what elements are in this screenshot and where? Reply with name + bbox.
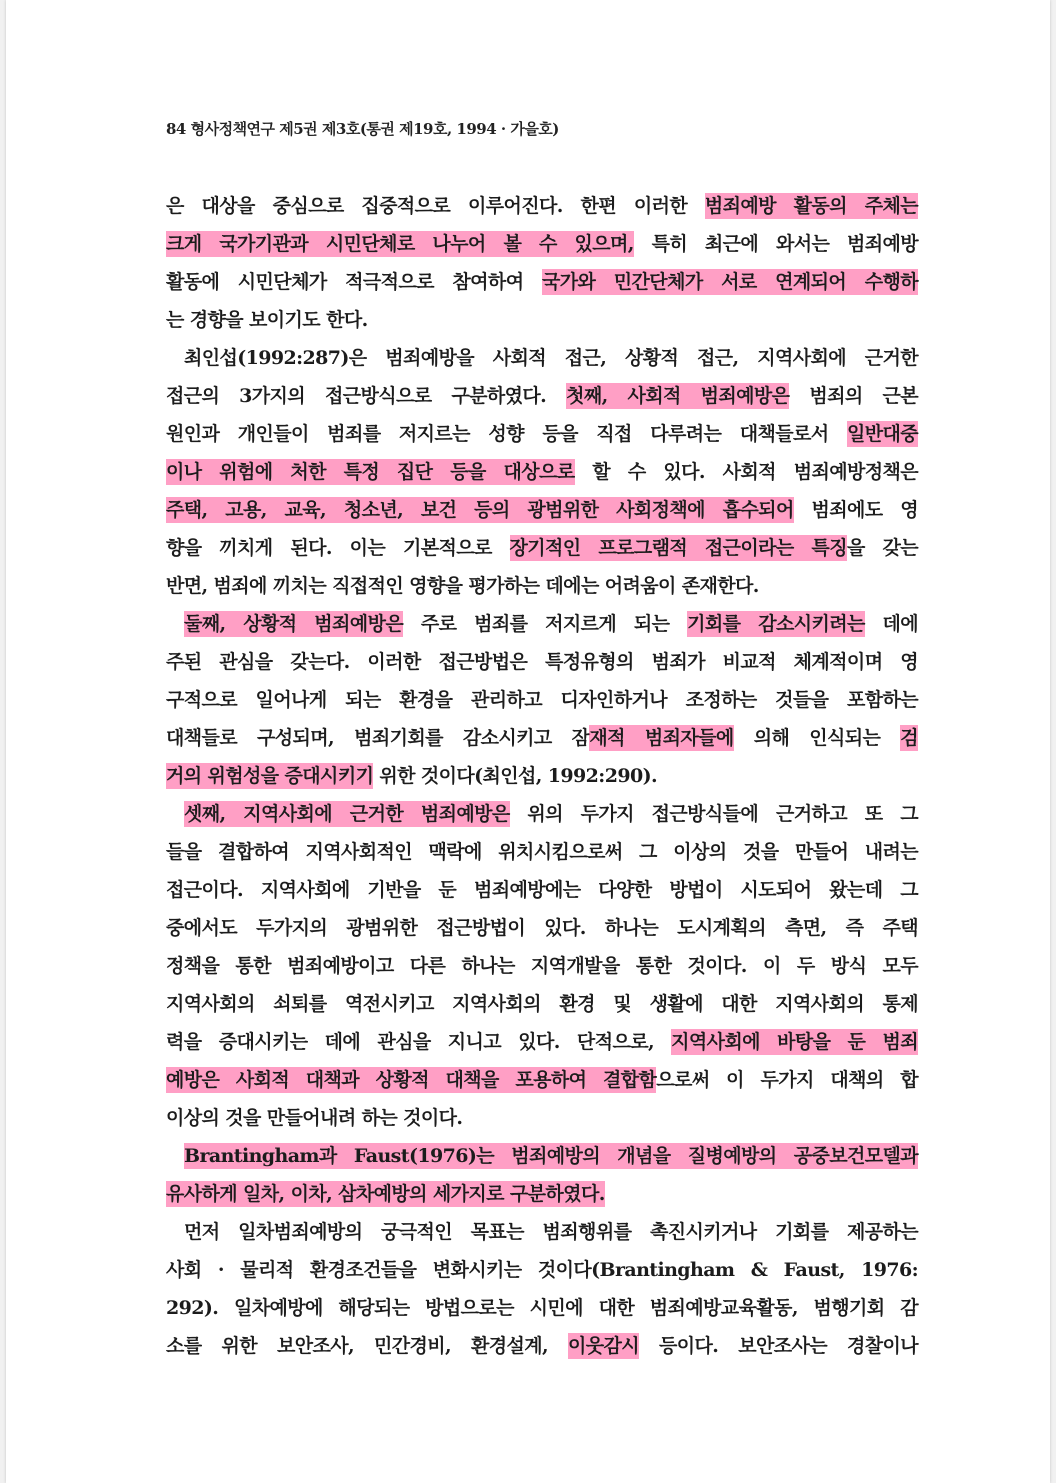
text-line xyxy=(166,339,918,377)
text-line xyxy=(166,1289,918,1327)
highlighted-text: 이나 위험에 처한 특정 집단 등을 대상으로 xyxy=(166,461,575,483)
highlighted-text: 크게 국가기관과 시민단체로 나누어 볼 수 있으며, xyxy=(166,233,634,255)
text-segment: 주된 관심을 갖는다. 이러한 접근방법은 특정유형의 범죄가 비교적 체계적이며 영 xyxy=(166,651,918,673)
highlighted-text: 지역사회에 바탕을 둔 범죄 xyxy=(671,1031,919,1053)
highlighted-text: 이웃감시 xyxy=(567,1335,640,1357)
text-segment: 은 대상을 중심으로 집중적으로 이루어진다. 한편 이러한 xyxy=(166,195,705,217)
text-line xyxy=(166,871,918,909)
highlighted-text: 국가와 민간단체가 서로 연계되어 수행하 xyxy=(542,271,918,293)
text-segment: 정책을 통한 범죄예방이고 다른 하나는 지역개발을 통한 것이다. 이 두 방식 모두 xyxy=(166,955,918,977)
text-segment: 을 갖는 xyxy=(846,537,919,559)
text-line xyxy=(166,415,918,453)
text-segment: 등이다. 보안조사는 경찰이나 xyxy=(639,1335,919,1357)
text-line xyxy=(166,795,918,833)
text-segment: 데에 xyxy=(864,613,918,635)
text-line xyxy=(166,985,918,1023)
text-segment: 주로 범죄를 저지르게 되는 xyxy=(403,613,688,635)
text-line xyxy=(166,263,918,301)
text-segment: 할 수 있다. 사회적 범죄예방정책은 xyxy=(574,461,918,483)
text-segment: 범죄에도 영 xyxy=(793,499,918,521)
text-segment: 향을 끼치게 된다. 이는 기본적으로 xyxy=(166,537,510,559)
text-segment: 먼저 일차범죄예방의 궁극적인 목표는 범죄행위를 촉진시키거나 기회를 제공하는 xyxy=(184,1221,918,1243)
text-line xyxy=(166,567,918,605)
text-line xyxy=(166,453,918,491)
text-line xyxy=(166,947,918,985)
text-segment: 활동에 시민단체가 적극적으로 참여하여 xyxy=(166,271,542,293)
highlighted-text: 셋째, 지역사회에 근거한 범죄예방은 xyxy=(184,803,510,825)
text-line xyxy=(166,1251,918,1289)
highlighted-text: 범죄예방 활동의 주체는 xyxy=(704,195,918,217)
text-segment: 는 경향을 보이기도 한다. xyxy=(166,309,368,331)
text-line xyxy=(166,1175,918,1213)
text-segment: 대책들로 구성되며, 범죄기회를 감소시키고 잠 xyxy=(166,727,590,749)
body-text xyxy=(166,187,918,1365)
running-header: 84 형사정책연구 제5권 제3호(통권 제19호, 1994 · 가을호) xyxy=(166,120,559,138)
text-line xyxy=(166,1213,918,1251)
text-segment: 이상의 것을 만들어내려 하는 것이다. xyxy=(166,1107,463,1129)
text-segment: 반면, 범죄에 끼치는 직접적인 영향을 평가하는 데에는 어려움이 존재한다. xyxy=(166,575,759,597)
text-segment: 력을 증대시키는 데에 관심을 지니고 있다. 단적으로, xyxy=(166,1031,672,1053)
text-segment: 접근이다. 지역사회에 기반을 둔 범죄예방에는 다양한 방법이 시도되어 왔는데 그 xyxy=(166,879,918,901)
text-line xyxy=(166,1061,918,1099)
text-segment: 접근의 3가지의 접근방식으로 구분하였다. xyxy=(166,385,567,407)
highlighted-text: 일반대중 xyxy=(846,423,918,445)
text-line xyxy=(166,605,918,643)
text-line xyxy=(166,1099,918,1137)
text-line xyxy=(166,301,918,339)
highlighted-text: 검 xyxy=(900,727,919,749)
text-line xyxy=(166,1137,918,1175)
highlighted-text: 장기적인 프로그램적 접근이라는 특징 xyxy=(509,537,847,559)
text-segment: 특히 최근에 와서는 범죄예방 xyxy=(633,233,919,255)
text-line xyxy=(166,1327,918,1365)
text-segment: 범죄의 근본 xyxy=(789,385,918,407)
text-segment: 들을 결합하여 지역사회적인 맥락에 위치시킴으로써 그 이상의 것을 만들어 내려는 xyxy=(166,841,918,863)
highlighted-text: 거의 위험성을 증대시키기 xyxy=(166,765,374,787)
text-line xyxy=(166,719,918,757)
text-segment: 위한 것이다(최인섭, 1992:290). xyxy=(373,765,657,787)
text-segment: 292). 일차예방에 해당되는 방법으로는 시민에 대한 범죄예방교육활동, 범행기회 감 xyxy=(166,1297,918,1319)
text-line xyxy=(166,377,918,415)
highlighted-text: 둘째, 상황적 범죄예방은 xyxy=(184,613,404,635)
highlighted-text: 재적 범죄자들에 xyxy=(589,727,734,749)
text-segment: 소를 위한 보안조사, 민간경비, 환경설계, xyxy=(166,1335,568,1357)
text-line xyxy=(166,681,918,719)
text-line xyxy=(166,1023,918,1061)
text-line xyxy=(166,757,918,795)
text-segment: 의해 인식되는 xyxy=(733,727,901,749)
highlighted-text: Brantingham과 Faust(1976)는 범죄예방의 개념을 질병예방의 공중보건모델과 xyxy=(184,1145,918,1167)
text-segment: 중에서도 두가지의 광범위한 접근방법이 있다. 하나는 도시계획의 측면, 즉 주택 xyxy=(166,917,918,939)
highlighted-text: 주택, 고용, 교육, 청소년, 보건 등의 광범위한 사회정책에 흡수되어 xyxy=(166,499,794,521)
text-line xyxy=(166,909,918,947)
text-line xyxy=(166,225,918,263)
text-segment: 최인섭(1992:287)은 범죄예방을 사회적 접근, 상황적 접근, 지역사회에 근거한 xyxy=(184,347,918,369)
text-segment: 구적으로 일어나게 되는 환경을 관리하고 디자인하거나 조정하는 것들을 포함하는 xyxy=(166,689,918,711)
text-line xyxy=(166,643,918,681)
text-line xyxy=(166,529,918,567)
text-line xyxy=(166,491,918,529)
text-line xyxy=(166,187,918,225)
highlighted-text: 첫째, 사회적 범죄예방은 xyxy=(566,385,790,407)
text-segment: 지역사회의 쇠퇴를 역전시키고 지역사회의 환경 및 생활에 대한 지역사회의 통제 xyxy=(166,993,918,1015)
text-segment: 으로써 이 두가지 대책의 합 xyxy=(656,1069,918,1091)
highlighted-text: 예방은 사회적 대책과 상황적 대책을 포용하여 결합함 xyxy=(166,1069,657,1091)
text-segment: 위의 두가지 접근방식들에 근거하고 또 그 xyxy=(509,803,918,825)
document-page xyxy=(6,0,1050,1483)
highlighted-text: 유사하게 일차, 이차, 삼차예방의 세가지로 구분하였다. xyxy=(166,1183,605,1205)
highlighted-text: 기회를 감소시키려는 xyxy=(687,613,865,635)
text-segment: 사회 · 물리적 환경조건들을 변화시키는 것이다(Brantingham & Faust, 1976: xyxy=(166,1259,918,1281)
text-line xyxy=(166,833,918,871)
text-segment: 원인과 개인들이 범죄를 저지르는 성향 등을 직접 다루려는 대책들로서 xyxy=(166,423,847,445)
